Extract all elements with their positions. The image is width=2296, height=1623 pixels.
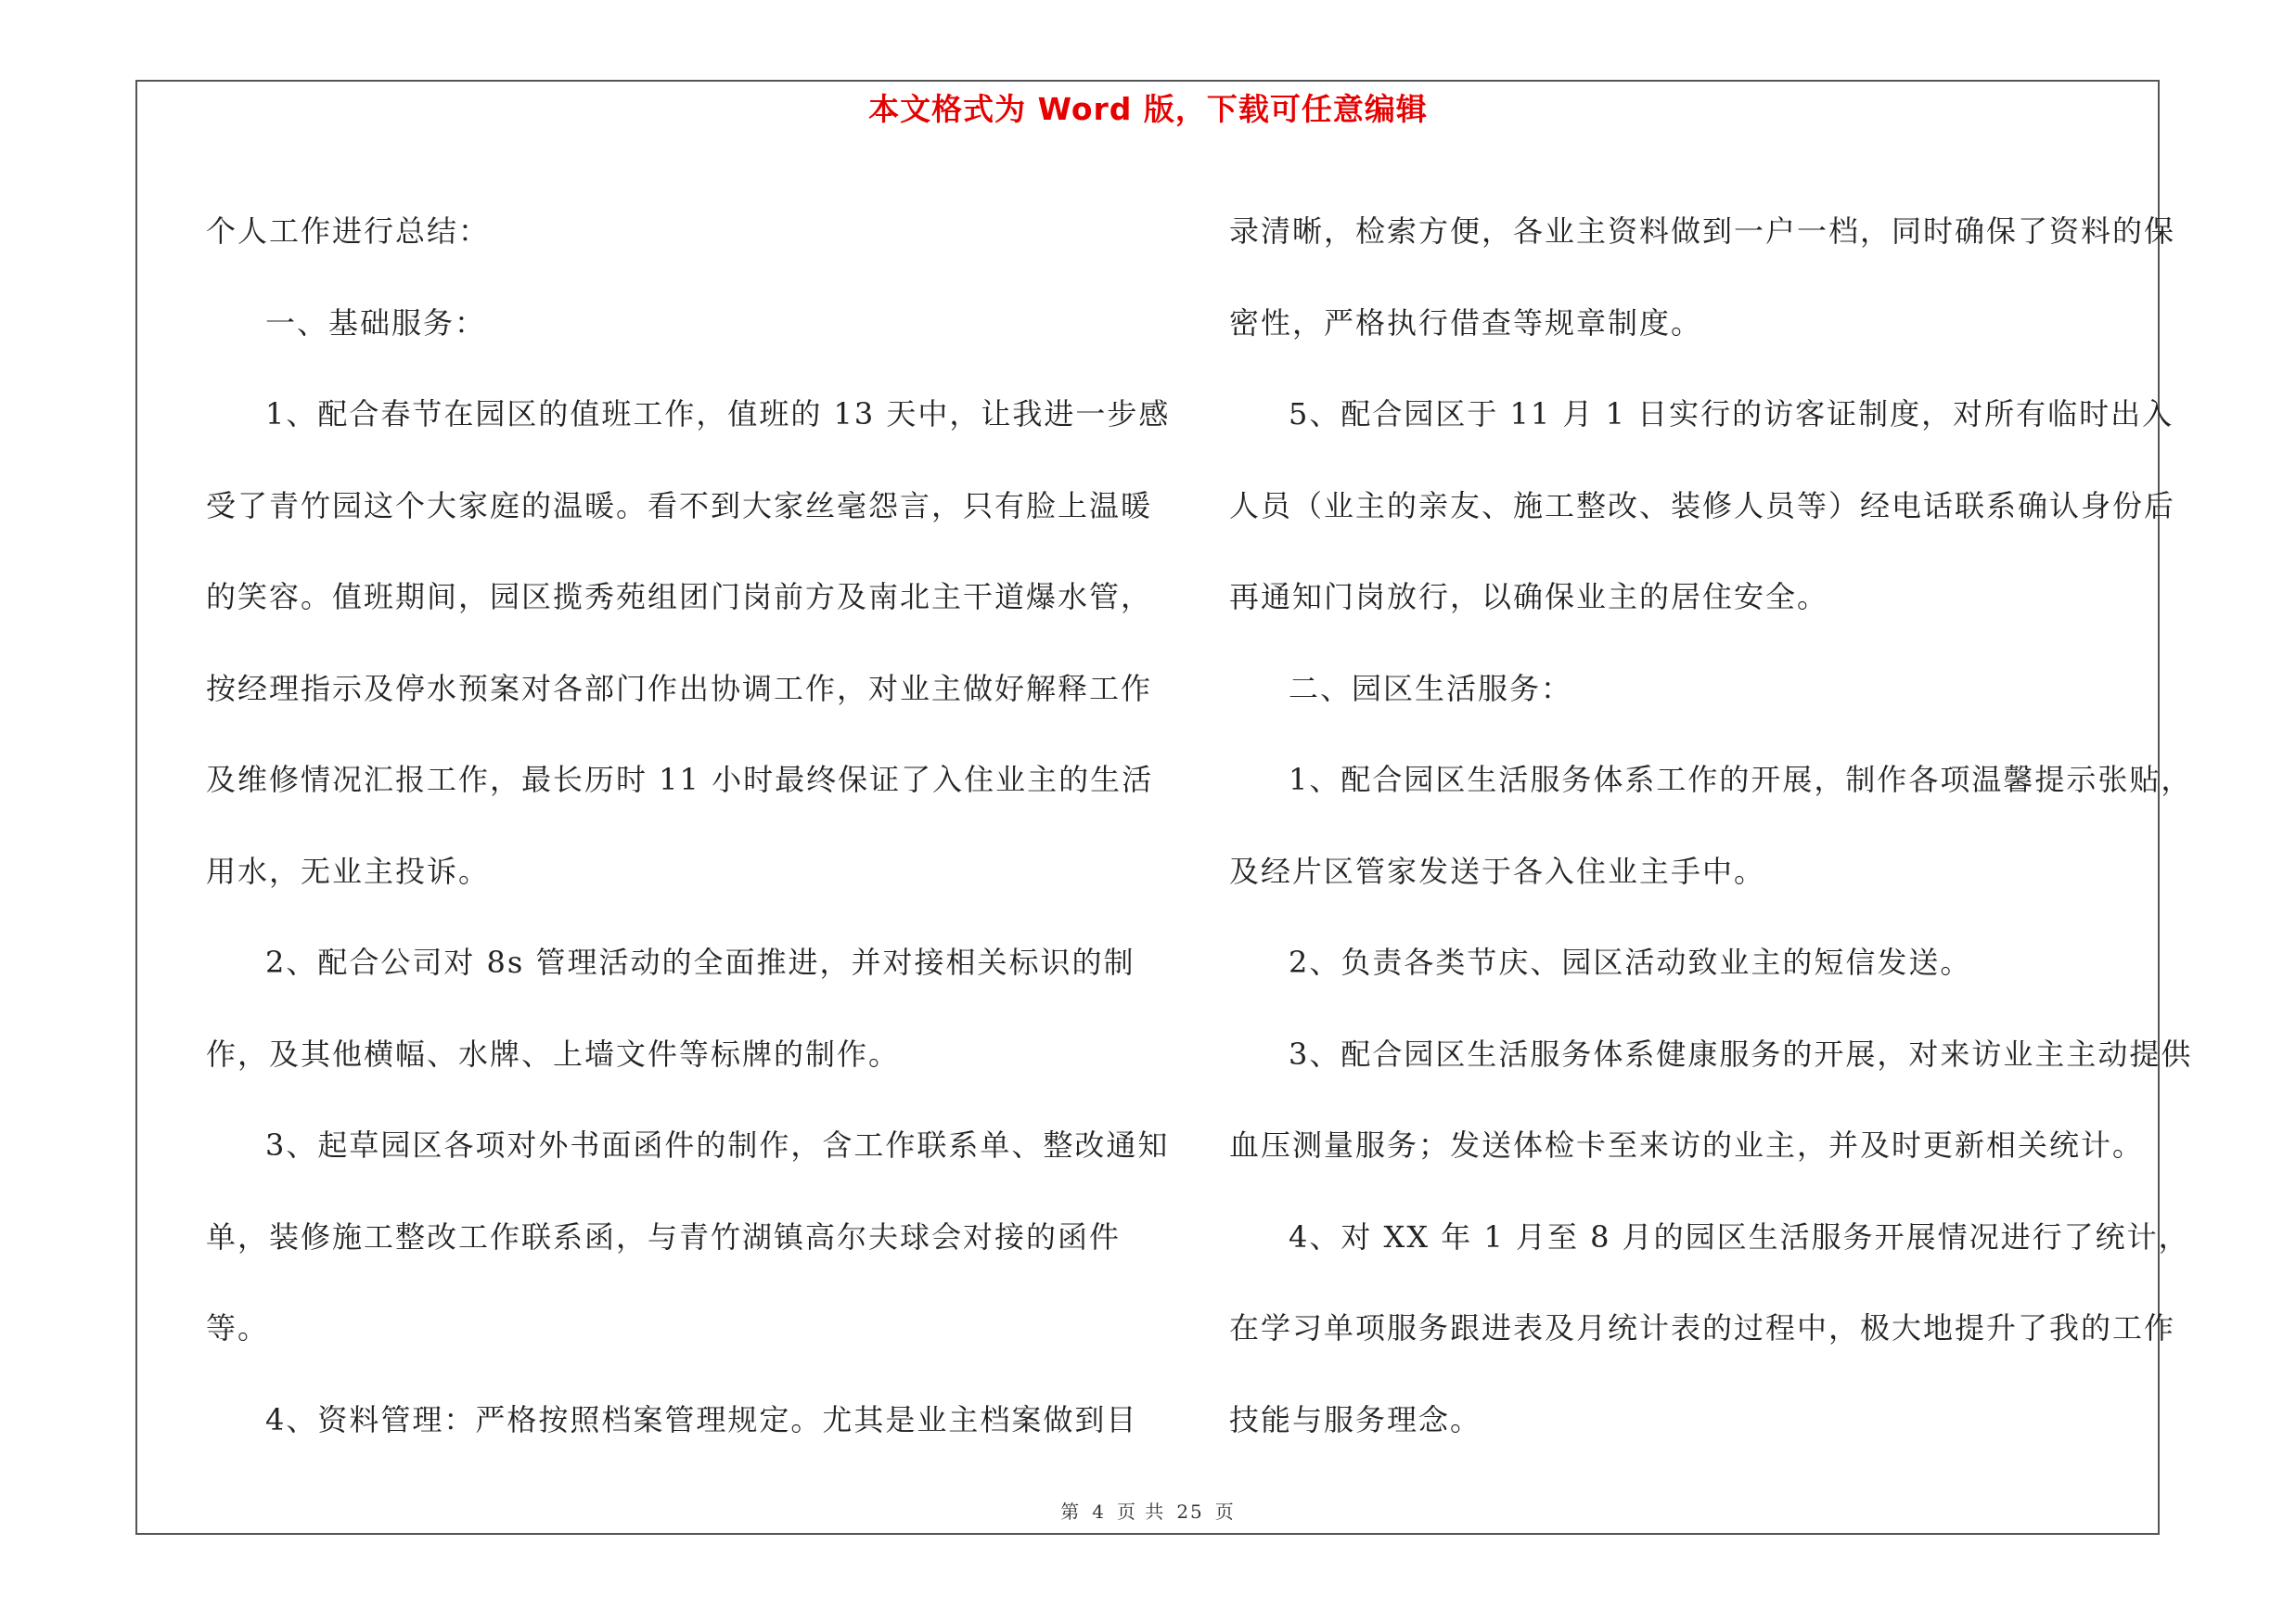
paragraph: 一、基础服务：: [265, 304, 487, 341]
paragraph: 4、资料管理：严格按照档案管理规定。尤其是业主档案做到目: [265, 1401, 1138, 1437]
paragraph: 2、配合公司对 8s 管理活动的全面推进，并对接相关标识的制作，及其他横幅、水牌、上墙文件等标牌的制作。: [206, 945, 1135, 1072]
paragraph: 1、配合园区生活服务体系工作的开展，制作各项温馨提示张贴，及经片区管家发送于各入住业主手中。: [1229, 762, 2193, 889]
footer-middle: 页 共: [1116, 1501, 1166, 1523]
paragraph: 4、对 XX 年 1 月至 8 月的园区生活服务开展情况进行了统计，在学习单项服务跟进表及月统计表的过程中，极大地提升了我的工作技能与服务理念。: [1229, 1218, 2190, 1437]
left-text-column: [206, 186, 1171, 1465]
paragraph: 3、配合园区生活服务体系健康服务的开展，对来访业主主动提供血压测量服务；发送体检卡至来访的业主，并及时更新相关统计。: [1229, 1036, 2193, 1163]
footer-page-number: 4: [1092, 1501, 1106, 1523]
paragraph: 2、负责各类节庆、园区活动致业主的短信发送。: [1289, 945, 1972, 980]
page-footer: [0, 1497, 2296, 1524]
footer-suffix: 页: [1214, 1501, 1236, 1523]
paragraph: 5、配合园区于 11 月 1 日实行的访客证制度，对所有临时出入人员（业主的亲友、施工整改、装修人员等）经电话联系确认身份后再通知门岗放行，以确保业主的居住安全。: [1229, 396, 2176, 614]
paragraph: 1、配合春节在园区的值班工作，值班的 13 天中，让我进一步感受了青竹园这个大家庭的温暖。看不到大家丝毫怨言，只有脸上温暖的笑容。值班期间，园区揽秀苑组团门岗前方及南北主干道爆水管，按经理指示及停水预案对各部门作出协调工作，对业主做好解释工作及维修情况汇报工作，最长历时 11 小时最终保证了入住业主的生活用水，无业主投诉。: [206, 396, 1171, 889]
footer-prefix: 第: [1060, 1501, 1082, 1523]
paragraph: 二、园区生活服务：: [1289, 670, 1573, 706]
word-format-banner: 本文格式为 Word 版，下载可任意编辑: [868, 91, 1428, 127]
paragraph: 3、起草园区各项对外书面函件的制作，含工作联系单、整改通知单，装修施工整改工作联系函，与青竹湖镇高尔夫球会对接的函件等。: [206, 1127, 1170, 1346]
right-text-column: [1229, 186, 2203, 1465]
footer-total-pages: 25: [1176, 1501, 1204, 1523]
paragraph: 录清晰，检索方便，各业主资料做到一户一档，同时确保了资料的保密性，严格执行借查等规章制度。: [1229, 213, 2176, 341]
paragraph: 个人工作进行总结：: [206, 213, 491, 249]
